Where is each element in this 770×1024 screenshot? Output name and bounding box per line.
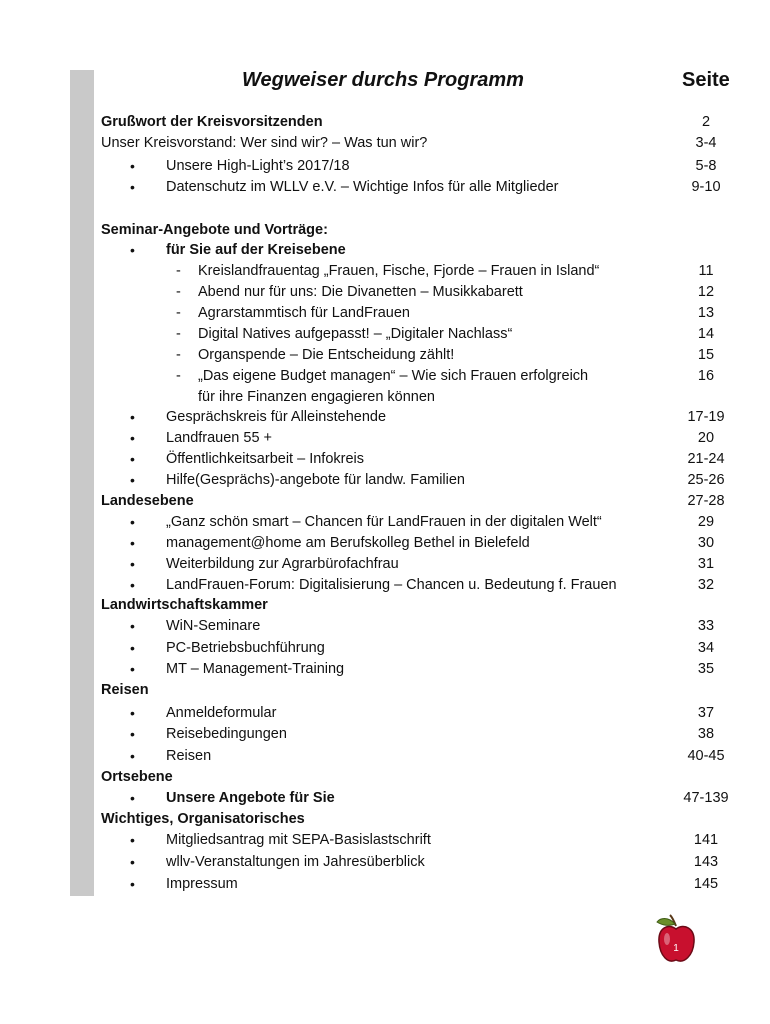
toc-page-number: 47-139 (683, 790, 729, 806)
toc-entry-text: Hilfe(Gesprächs)-angebote für landw. Familien (166, 472, 465, 488)
toc-row (0, 493, 770, 513)
toc-row (0, 158, 770, 178)
toc-row (0, 661, 770, 681)
bullet-icon: • (130, 705, 135, 721)
toc-page-number: 145 (693, 876, 719, 892)
bullet-icon: • (130, 790, 135, 806)
bullet-icon: • (130, 640, 135, 656)
toc-page-number: 12 (697, 284, 715, 300)
toc-row (0, 556, 770, 576)
dash-marker: - (176, 284, 181, 300)
toc-entry-text: management@home am Berufskolleg Bethel in Bielefeld (166, 535, 530, 551)
toc-row (0, 179, 770, 199)
toc-row (0, 577, 770, 597)
toc-page-number: 3-4 (695, 135, 717, 151)
bullet-icon: • (130, 514, 135, 530)
page-column-header: Seite (682, 69, 730, 91)
toc-row (0, 326, 770, 346)
toc-page-number: 11 (698, 263, 714, 279)
toc-entry-text: Landwirtschaftskammer (101, 597, 268, 613)
bullet-icon: • (130, 661, 135, 677)
toc-row (0, 854, 770, 874)
toc-row (0, 748, 770, 768)
toc-row (0, 790, 770, 810)
toc-page-number: 5-8 (695, 158, 717, 174)
toc-entry-text: für Sie auf der Kreisebene (166, 242, 346, 258)
page-title: Wegweiser durchs Programm (242, 69, 524, 91)
toc-page-number: 14 (697, 326, 715, 342)
toc-row (0, 682, 770, 702)
toc-entry-text: Digital Natives aufgepasst! – „Digitaler Nachlass“ (198, 326, 513, 342)
toc-page-number: 32 (697, 577, 715, 593)
bullet-icon: • (130, 748, 135, 764)
toc-entry-text: Unsere Angebote für Sie (166, 790, 335, 806)
dash-marker: - (176, 305, 181, 321)
toc-page-number: 143 (693, 854, 719, 870)
dash-marker: - (176, 347, 181, 363)
toc-entry-text: Datenschutz im WLLV e.V. – Wichtige Infos für alle Mitglieder (166, 179, 559, 195)
toc-row (0, 472, 770, 492)
page-number: 1 (673, 943, 679, 954)
bullet-icon: • (130, 409, 135, 425)
dash-marker: - (176, 368, 181, 384)
toc-row (0, 535, 770, 555)
toc-page-number: 37 (697, 705, 715, 721)
toc-entry-text: LandFrauen-Forum: Digitalisierung – Chancen u. Bedeutung f. Frauen (166, 577, 617, 593)
toc-row (0, 284, 770, 304)
bullet-icon: • (130, 535, 135, 551)
bullet-icon: • (130, 726, 135, 742)
toc-page-number: 38 (697, 726, 715, 742)
toc-row (0, 618, 770, 638)
toc-row (0, 222, 770, 242)
toc-entry-text: Unser Kreisvorstand: Wer sind wir? – Was tun wir? (101, 135, 428, 151)
toc-page-number: 30 (697, 535, 715, 551)
toc-row (0, 876, 770, 896)
dash-marker: - (176, 263, 181, 279)
toc-page-number: 141 (693, 832, 719, 848)
toc-row (0, 514, 770, 534)
toc-entry-text: Organspende – Die Entscheidung zählt! (198, 347, 455, 363)
apple-logo (654, 912, 698, 973)
toc-page-number: 25-26 (687, 472, 725, 488)
toc-page-number: 21-24 (687, 451, 725, 467)
toc-entry-text: Reisen (101, 682, 149, 698)
toc-row (0, 811, 770, 831)
toc-entry-text: Agrarstammtisch für LandFrauen (198, 305, 410, 321)
toc-entry-text: Gesprächskreis für Alleinstehende (166, 409, 387, 425)
toc-row (0, 368, 770, 388)
toc-page-number: 16 (697, 368, 715, 384)
toc-row (0, 389, 770, 409)
bullet-icon: • (130, 179, 135, 195)
toc-row (0, 726, 770, 746)
bullet-icon: • (130, 158, 135, 174)
toc-entry-text: Weiterbildung zur Agrarbürofachfrau (166, 556, 399, 572)
toc-entry-text: MT – Management-Training (166, 661, 345, 677)
toc-row (0, 135, 770, 155)
toc-entry-text: Reisen (166, 748, 212, 764)
toc-row (0, 640, 770, 660)
toc-entry-text: Anmeldeformular (166, 705, 277, 721)
toc-row (0, 597, 770, 617)
bullet-icon: • (130, 832, 135, 848)
toc-entry-text: Landesebene (101, 493, 194, 509)
toc-page-number: 33 (697, 618, 715, 634)
toc-page-number: 13 (697, 305, 715, 321)
toc-row (0, 705, 770, 725)
toc-entry-text: Öffentlichkeitsarbeit – Infokreis (166, 451, 364, 467)
toc-page-number: 17-19 (687, 409, 725, 425)
dash-marker: - (176, 326, 181, 342)
toc-entry-text: Ortsebene (101, 769, 173, 785)
toc-row (0, 263, 770, 283)
bullet-icon: • (130, 876, 135, 892)
toc-row (0, 114, 770, 134)
toc-entry-text: Reisebedingungen (166, 726, 287, 742)
toc-entry-text: Kreislandfrauentag „Frauen, Fische, Fjorde – Frauen in Island“ (198, 263, 600, 279)
toc-page-number: 2 (701, 114, 711, 130)
toc-row (0, 430, 770, 450)
toc-page-number: 35 (697, 661, 715, 677)
toc-entry-text: Landfrauen 55 + (166, 430, 273, 446)
toc-page-number: 40-45 (687, 748, 725, 764)
bullet-icon: • (130, 430, 135, 446)
toc-row (0, 769, 770, 789)
toc-entry-text: Unsere High-Light’s 2017/18 (166, 158, 350, 174)
bullet-icon: • (130, 472, 135, 488)
toc-row (0, 347, 770, 367)
toc-page-number: 20 (697, 430, 715, 446)
bullet-icon: • (130, 242, 135, 258)
toc-entry-text: Seminar-Angebote und Vorträge: (101, 222, 328, 238)
toc-entry-text: Mitgliedsantrag mit SEPA-Basislastschrift (166, 832, 431, 848)
toc-page-number: 15 (697, 347, 715, 363)
toc-entry-text: Wichtiges, Organisatorisches (101, 811, 305, 827)
bullet-icon: • (130, 556, 135, 572)
bullet-icon: • (130, 618, 135, 634)
toc-page-number: 9-10 (691, 179, 721, 195)
toc-entry-text: PC-Betriebsbuchführung (166, 640, 325, 656)
toc-entry-text: Impressum (166, 876, 238, 892)
bullet-icon: • (130, 451, 135, 467)
toc-row (0, 451, 770, 471)
toc-page-number: 27-28 (687, 493, 725, 509)
bullet-icon: • (130, 854, 135, 870)
toc-entry-text: „Ganz schön smart – Chancen für LandFrauen in der digitalen Welt“ (166, 514, 602, 530)
toc-entry-text: wllv-Veranstaltungen im Jahresüberblick (166, 854, 425, 870)
toc-entry-text: „Das eigene Budget managen“ – Wie sich Frauen erfolgreich (198, 368, 589, 384)
toc-row (0, 409, 770, 429)
toc-page-number: 29 (697, 514, 715, 530)
apple-icon (654, 912, 698, 968)
toc-row (0, 832, 770, 852)
toc-page-number: 31 (697, 556, 715, 572)
toc-entry-text: Abend nur für uns: Die Divanetten – Musikkabarett (198, 284, 523, 300)
toc-page-number: 34 (697, 640, 715, 656)
toc-row (0, 305, 770, 325)
toc-row (0, 242, 770, 262)
toc-entry-text: WiN-Seminare (166, 618, 261, 634)
bullet-icon: • (130, 577, 135, 593)
toc-entry-text: für ihre Finanzen engagieren können (198, 389, 435, 405)
toc-entry-text: Grußwort der Kreisvorsitzenden (101, 114, 323, 130)
